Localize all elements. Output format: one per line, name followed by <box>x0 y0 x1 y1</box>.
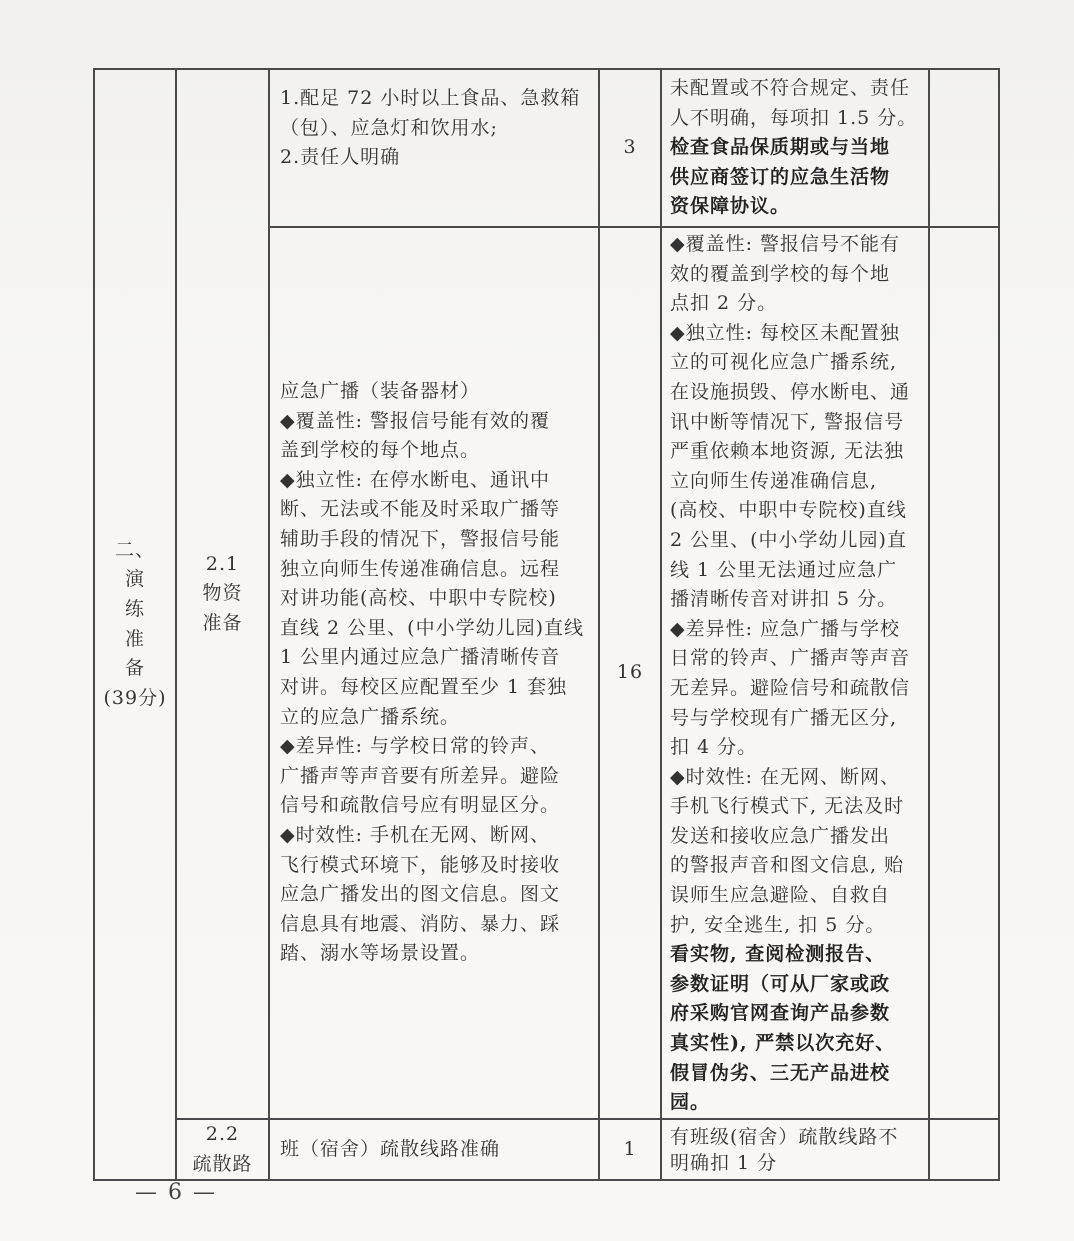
category-line: 备 <box>124 657 145 680</box>
requirement-line: ◆覆盖性: 警报信号能有效的覆 <box>280 409 551 432</box>
criteria-line: 播清晰传音对讲扣 5 分。 <box>670 588 898 611</box>
item-cell <box>176 69 269 1119</box>
scoring-table <box>93 68 1000 1181</box>
score-value: 16 <box>616 661 644 684</box>
score-value: 3 <box>623 136 637 159</box>
criteria-cell <box>661 227 929 1119</box>
criteria-line: 假冒伪劣、三无产品进校 <box>670 1061 891 1084</box>
score-cell <box>599 69 661 227</box>
category-line: 准 <box>124 627 145 650</box>
category-line: 练 <box>124 598 145 620</box>
criteria-line: 严重依赖本地资源, 无法独 <box>670 440 905 463</box>
criteria-line: ◆覆盖性: 警报信号不能有 <box>670 233 901 255</box>
criteria-line: 护, 安全逃生, 扣 5 分。 <box>670 913 886 936</box>
category-label <box>95 536 175 714</box>
criteria-line: 人不明确，每项扣 1.5 分。 <box>670 106 918 129</box>
criteria-line: 立向师生传递准确信息, <box>670 469 878 492</box>
requirement-line: ◆时效性: 手机在无网、断网、 <box>280 823 551 846</box>
category-line: 演 <box>124 568 145 591</box>
requirement-text <box>280 1135 590 1165</box>
requirement-line: 立的应急广播系统。 <box>280 705 461 728</box>
criteria-line: 有班级(宿舍）疏散线路不 <box>670 1125 899 1148</box>
requirement-text <box>280 377 590 969</box>
criteria-text <box>670 230 922 1118</box>
item-label <box>177 550 268 639</box>
page-number: — 6 — <box>135 1180 217 1205</box>
requirement-line: 应急广播（装备器材） <box>280 380 481 403</box>
requirement-cell <box>269 227 599 1119</box>
criteria-line: 立的可视化应急广播系统, <box>670 351 898 374</box>
criteria-line: (高校、中职中专院校)直线 <box>670 499 907 522</box>
criteria-line: 线 1 公里无法通过应急广 <box>670 558 898 581</box>
score-cell <box>599 1119 661 1180</box>
criteria-line: 效的覆盖到学校的每个地 <box>670 262 891 285</box>
criteria-text <box>670 74 922 222</box>
requirement-line: 飞行模式环境下，能够及时接收 <box>280 853 561 876</box>
criteria-line: 日常的铃声、广播声等声音 <box>670 647 911 670</box>
requirement-line: ◆差异性: 与学校日常的铃声、 <box>280 735 551 758</box>
requirement-line: 信息具有地震、消防、暴力、踩 <box>280 912 561 935</box>
remark-cell <box>929 227 999 1119</box>
criteria-line: 2 公里、(中小学幼儿园)直 <box>670 528 907 551</box>
item-cell <box>176 1119 269 1180</box>
criteria-line: 未配置或不符合规定、责任 <box>670 77 911 99</box>
criteria-line: 资保障协议。 <box>670 195 791 218</box>
criteria-line: 点扣 2 分。 <box>670 292 778 315</box>
criteria-line: ◆时效性: 在无网、断网、 <box>670 765 901 788</box>
criteria-text <box>670 1124 922 1176</box>
criteria-line: 发送和接收应急广播发出 <box>670 824 891 847</box>
requirement-cell <box>269 69 599 227</box>
criteria-cell <box>661 69 929 227</box>
requirement-line: 信号和疏散信号应有明显区分。 <box>280 794 561 817</box>
criteria-line: 真实性), 严禁以次充好、 <box>670 1032 896 1055</box>
remark-cell <box>929 69 999 227</box>
table-row <box>94 69 999 227</box>
requirement-line: 盖到学校的每个地点。 <box>280 439 481 462</box>
requirement-line: 1 公里内通过应急广播清晰传音 <box>280 646 561 669</box>
score-value: 1 <box>623 1137 637 1160</box>
criteria-line: 的警报声音和图文信息, 贻 <box>670 854 905 877</box>
criteria-line: 误师生应急避险、自救自 <box>670 884 891 907</box>
criteria-line: 明确扣 1 分 <box>670 1151 778 1174</box>
criteria-line: 在设施损毁、停水断电、通 <box>670 380 911 403</box>
requirement-cell <box>269 1119 599 1180</box>
item-line: 物资 <box>202 582 243 605</box>
category-line: 二、 <box>114 538 155 561</box>
criteria-line: 看实物, 查阅检测报告、 <box>670 943 886 966</box>
item-line: 准备 <box>202 611 243 634</box>
requirement-line: 广播声等声音要有所差异。避险 <box>280 764 561 787</box>
remark-cell <box>929 1119 999 1180</box>
item-line: 2.1 <box>205 552 240 575</box>
requirement-line: 直线 2 公里、(中小学幼儿园)直线 <box>280 616 584 639</box>
requirement-line: 1.配足 72 小时以上食品、急救箱 <box>280 87 581 109</box>
criteria-line: 府采购官网查询产品参数 <box>670 1002 891 1025</box>
item-label <box>177 1120 268 1179</box>
requirement-line: ◆独立性: 在停水断电、通讯中 <box>280 468 551 491</box>
requirement-line: 独立向师生传递准确信息。远程 <box>280 557 561 580</box>
criteria-cell <box>661 1119 929 1180</box>
requirement-text <box>280 84 590 173</box>
criteria-line: 园。 <box>670 1091 711 1114</box>
criteria-line: 扣 4 分。 <box>670 736 758 759</box>
requirement-line: 2.责任人明确 <box>280 146 401 169</box>
item-line: 疏散路 <box>192 1152 253 1175</box>
criteria-line: ◆差异性: 应急广播与学校 <box>670 617 901 640</box>
requirement-line: 辅助手段的情况下，警报信号能 <box>280 528 561 551</box>
category-line: (39分) <box>103 686 167 709</box>
item-line: 2.2 <box>205 1123 240 1145</box>
requirement-line: 踏、溺水等场景设置。 <box>280 942 481 965</box>
requirement-line: 对讲功能(高校、中职中专院校) <box>280 587 557 610</box>
criteria-line: 无差异。避险信号和疏散信 <box>670 676 911 699</box>
criteria-line: 讯中断等情况下, 警报信号 <box>670 410 905 433</box>
table-row <box>94 1119 999 1180</box>
category-cell <box>94 69 176 1180</box>
requirement-line: 应急广播发出的图文信息。图文 <box>280 883 561 906</box>
criteria-line: 手机飞行模式下, 无法及时 <box>670 795 905 818</box>
requirement-line: （包）、应急灯和饮用水; <box>280 116 498 139</box>
criteria-line: ◆独立性: 每校区未配置独 <box>670 321 901 344</box>
requirement-line: 断、无法或不能及时采取广播等 <box>280 498 561 521</box>
criteria-line: 号与学校现有广播无区分, <box>670 706 898 729</box>
criteria-line: 供应商签订的应急生活物 <box>670 165 891 188</box>
criteria-line: 参数证明（可从厂家或政 <box>670 972 891 995</box>
criteria-line: 检查食品保质期或与当地 <box>670 136 891 159</box>
requirement-line: 班（宿舍）疏散线路准确 <box>280 1137 501 1160</box>
score-cell <box>599 227 661 1119</box>
requirement-line: 对讲。每校区应配置至少 1 套独 <box>280 676 568 698</box>
